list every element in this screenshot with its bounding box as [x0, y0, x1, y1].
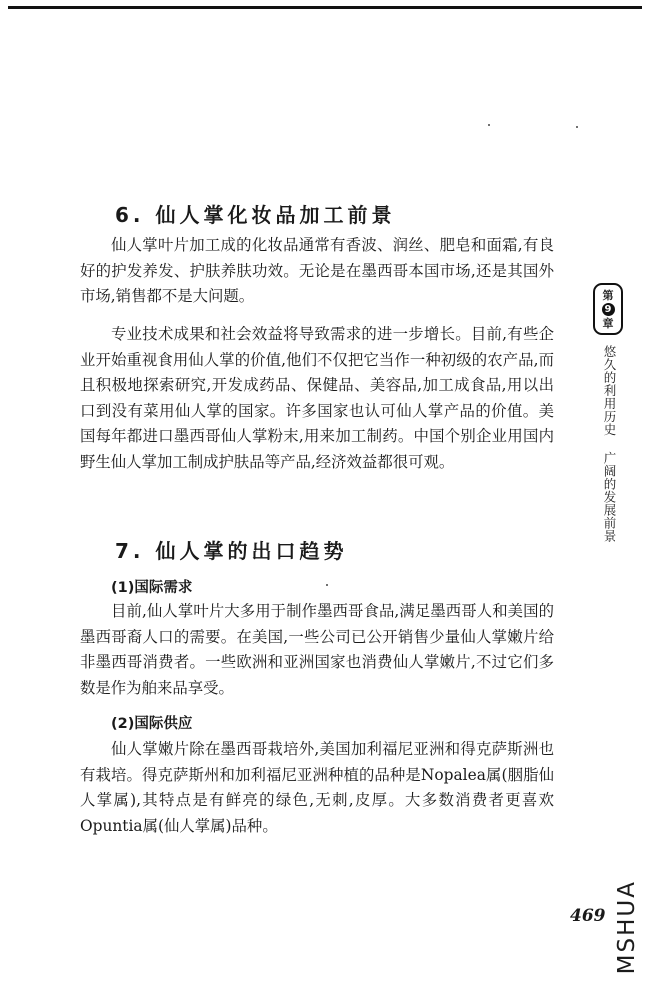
subsection-international-supply-text: 仙人掌嫩片除在墨西哥栽培外,美国加利福尼亚洲和得克萨斯洲也有栽培。得克萨斯州和加利福尼亚洲种植的品种是Nopalea属(胭脂仙人掌属),其特点是有鲜亮的绿色,无刺,皮厚。大多数消费者更喜欢Opuntia属(仙人掌属)品种。	[80, 740, 554, 835]
chapter-badge-top: 第	[602, 288, 614, 302]
scan-speck	[326, 584, 328, 586]
section-6-paragraph-2: 专业技术成果和社会效益将导致需求的进一步增长。目前,有些企业开始重视食用仙人掌的价值,他们不仅把它当作一种初级的农产品,而且积极地探索研究,开发成药品、保健品、美容品,加工成食品,用以出口到没有菜用仙人掌的国家。许多国家也认可仙人掌产品的价值。美国每年都进口墨西哥仙人掌粉末,用来加工制药。中国个别企业用国内野生仙人掌加工制成护肤品等产品,经济效益都很可观。	[80, 325, 554, 471]
subsection-international-demand-title: (1)国际需求	[111, 580, 193, 596]
section-6-paragraph-1: 仙人掌叶片加工成的化妆品通常有香波、润丝、肥皂和面霜,有良好的护发养发、护肤养肤功效。无论是在墨西哥本国市场,还是其国外市场,销售都不是大问题。	[80, 236, 554, 305]
section-6-heading: 6. 仙人掌化妆品加工前景	[115, 203, 396, 227]
subsection-international-supply-title: (2)国际供应	[111, 716, 193, 732]
header-rule	[8, 6, 642, 9]
watermark-text: MSHUA	[614, 880, 640, 975]
subsection-international-demand-text: 目前,仙人掌叶片大多用于制作墨西哥食品,满足墨西哥人和美国的墨西哥裔人口的需要。在美国,一些公司已公开销售少量仙人掌嫩片给非墨西哥消费者。一些欧洲和亚洲国家也消费仙人掌嫩片,不过它们多数是作为舶来品享受。	[80, 602, 554, 697]
chapter-badge	[593, 283, 623, 335]
chapter-badge-bottom: 章	[602, 316, 614, 330]
scan-speck	[488, 124, 490, 126]
page-number: 469	[570, 906, 606, 926]
scan-speck	[576, 126, 578, 128]
section-7-heading: 7. 仙人掌的出口趋势	[115, 539, 348, 563]
chapter-number: 9	[602, 303, 615, 316]
chapter-side-title: 悠久的利用历史 广阔的发展前景	[602, 345, 617, 543]
